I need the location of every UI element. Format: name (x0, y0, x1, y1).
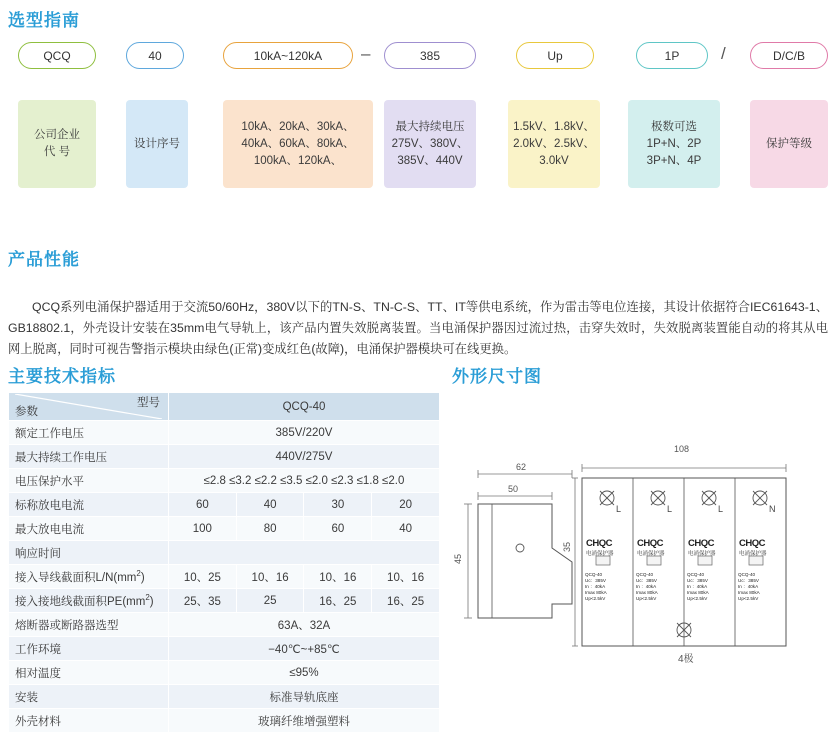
page-title-guide: 选型指南 (8, 11, 80, 30)
brand-text: CHQC (739, 538, 765, 549)
spec-table (8, 392, 440, 733)
row-label: 最大持续工作电压 (9, 445, 169, 469)
module-spec-line: Imax 80kA (738, 590, 760, 595)
brand-subtitle: 电涌保护器 (586, 551, 614, 557)
module-spec-block (687, 572, 709, 602)
brand-text: CHQC (637, 538, 663, 549)
row-label-text: 接入接地线截面积$PE(mm^2)$ (15, 592, 154, 608)
terminal-label-n: N (769, 504, 776, 514)
model-code-pill: 40 (126, 42, 184, 69)
page-title-performance: 产品性能 (8, 250, 80, 269)
header-model-value: QCQ-40 (169, 393, 440, 421)
dim-label-35: 35 (562, 541, 573, 553)
module-spec-line: Imax 80kA (636, 590, 658, 595)
performance-paragraph-text: QCQ系列电涌保护器适用于交流50/60Hz，380V以下的TN-S、TN-C-S、TT、IT等供电系统，作为雷击等电位连接，其设计依据符合IEC61643-1、GB18802.1，外壳设计安装在35mm电气导轨上，该产品内置失效脱离装置。当电涌保护器因过流过热，击穿失效时，失效脱离装置能自动的将其从电网上脱离，同时可视告警指示模块由绿色(正常)变成红色(故障)，电涌保护器模块可在线更换。 (8, 300, 828, 357)
code-description-box: 10kA、20kA、30kA、 40kA、60kA、80kA、 100kA、120kA、 (223, 100, 373, 188)
dim-label-62: 62 (516, 462, 527, 472)
module-spec-line: Up<2.5kV (687, 596, 708, 601)
row-value: 10、16 (372, 565, 440, 589)
row-label: 额定工作电压 (9, 421, 169, 445)
module-spec-line: Uc：385V (687, 578, 708, 583)
row-value: 20 (372, 493, 440, 517)
table-row (9, 469, 440, 493)
row-value: ≤2.8 ≤3.2 ≤2.2 ≤3.5 ≤2.0 ≤2.3 ≤1.8 ≤2.0 (169, 469, 440, 493)
code-description-box: 1.5kV、1.8kV、 2.0kV、2.5kV、 3.0kV (508, 100, 600, 188)
brand-subtitle: 电涌保护器 (739, 551, 767, 557)
model-code-pill: 385 (384, 42, 476, 69)
row-value: ≤95% (169, 661, 440, 685)
model-code-pill-row (8, 42, 828, 74)
page-title-dimensions: 外形尺寸图 (452, 367, 542, 386)
model-code-description-row (8, 100, 828, 190)
row-value: −40℃~+85℃ (169, 637, 440, 661)
table-row (9, 445, 440, 469)
row-value: 玻璃纤维增强塑料 (169, 709, 440, 733)
module-spec-line: Uc：385V (585, 578, 606, 583)
table-header-row (9, 393, 440, 421)
row-label (9, 565, 169, 589)
row-label: 标称放电电流 (9, 493, 169, 517)
brand-text: CHQC (586, 538, 612, 549)
module-spec-block (738, 572, 760, 602)
row-value: 60 (169, 493, 237, 517)
module-spec-line: Up<2.5kV (636, 596, 657, 601)
code-description-box: 保护等级 (750, 100, 828, 188)
module-spec-line: QCQ-40 (738, 572, 756, 577)
module-spec-line: Uc：385V (636, 578, 657, 583)
terminal-label-l2: L (667, 504, 673, 514)
row-value: 100 (169, 517, 237, 541)
row-label: 相对温度 (9, 661, 169, 685)
module-spec-line: Imax 80kA (687, 590, 709, 595)
row-label (9, 589, 169, 613)
code-description-box: 极数可选 1P+N、2P 3P+N、4P (628, 100, 720, 188)
page-title-specs: 主要技术指标 (8, 367, 116, 386)
row-value: 标准导轨底座 (169, 685, 440, 709)
module-spec-line: In ：40kA (738, 584, 759, 589)
dim-label-50: 50 (508, 484, 519, 494)
table-row (9, 565, 440, 589)
brand-subtitle: 电涌保护器 (637, 551, 665, 557)
module-spec-line: In ：40kA (585, 584, 606, 589)
row-value: 10、25 (169, 565, 237, 589)
row-value: 16、25 (372, 589, 440, 613)
header-param-label: 参数 (15, 406, 38, 418)
module-brand (688, 538, 716, 557)
side-view-drawing (452, 452, 592, 672)
module-spec-line: QCQ-40 (636, 572, 654, 577)
table-row (9, 421, 440, 445)
row-label: 响应时间 (9, 541, 169, 565)
model-code-pill: Up (516, 42, 594, 69)
terminal-label-l3: L (718, 504, 724, 514)
code-description-box: 设计序号 (126, 100, 188, 188)
table-row (9, 613, 440, 637)
module-brand (739, 538, 767, 557)
module-spec-line: In ：40kA (636, 584, 657, 589)
module-spec-line: Uc：385V (738, 578, 759, 583)
dim-label-45: 45 (453, 553, 464, 565)
row-value: 10、16 (236, 565, 304, 589)
module-spec-line: QCQ-40 (585, 572, 603, 577)
table-row (9, 661, 440, 685)
row-label: 工作环境 (9, 637, 169, 661)
row-value: 385V/220V (169, 421, 440, 445)
row-label: 熔断器或断路器选型 (9, 613, 169, 637)
header-model-label: 型号 (137, 397, 160, 409)
module-brand (586, 538, 614, 557)
row-value: 25、35 (169, 589, 237, 613)
module-spec-block (585, 572, 607, 602)
module-brand (637, 538, 665, 557)
row-value: 40 (372, 517, 440, 541)
brand-text: CHQC (688, 538, 714, 549)
table-row (9, 685, 440, 709)
table-row (9, 637, 440, 661)
table-row (9, 589, 440, 613)
code-separator-dash: – (361, 44, 371, 63)
row-value: 25 (236, 589, 304, 613)
table-row (9, 517, 440, 541)
code-separator-slash: / (721, 44, 726, 63)
row-value: 60 (304, 517, 372, 541)
terminal-label-l1: L (616, 504, 622, 514)
row-value: 440V/275V (169, 445, 440, 469)
brand-subtitle: 电涌保护器 (688, 551, 716, 557)
row-value: 63A、32A (169, 613, 440, 637)
table-row (9, 493, 440, 517)
model-code-pill: QCQ (18, 42, 96, 69)
module-spec-line: Up<2.5kV (738, 596, 759, 601)
row-value: 40 (236, 493, 304, 517)
model-code-pill: D/C/B (750, 42, 828, 69)
dim-label-108: 108 (674, 444, 690, 454)
module-spec-line: QCQ-40 (687, 572, 705, 577)
row-label: 外壳材料 (9, 709, 169, 733)
row-value: 80 (236, 517, 304, 541)
header-param-cell (9, 393, 169, 421)
module-spec-line: Imax 80kA (585, 590, 607, 595)
dimension-drawing (452, 392, 828, 672)
row-value: 10、16 (304, 565, 372, 589)
model-code-pill: 10kA~120kA (223, 42, 353, 69)
performance-paragraph (8, 297, 828, 360)
module-spec-line: Up<2.5kV (585, 596, 606, 601)
module-spec-block (636, 572, 658, 602)
code-description-box: 最大持续电压 275V、380V、 385V、440V (384, 100, 476, 188)
module-spec-line: In ：40kA (687, 584, 708, 589)
row-label: 安装 (9, 685, 169, 709)
row-label: 电压保护水平 (9, 469, 169, 493)
model-code-pill: 1P (636, 42, 708, 69)
front-view-drawing (572, 452, 812, 682)
row-value: 30 (304, 493, 372, 517)
row-label-text: 接入导线截面积$L/N(mm^2)$ (15, 568, 145, 584)
table-row (9, 541, 440, 565)
code-description-box: 公司企业 代 号 (18, 100, 96, 188)
pole-count-label: 4极 (678, 654, 694, 665)
row-value (169, 541, 440, 565)
row-label: 最大放电电流 (9, 517, 169, 541)
row-value: 16、25 (304, 589, 372, 613)
